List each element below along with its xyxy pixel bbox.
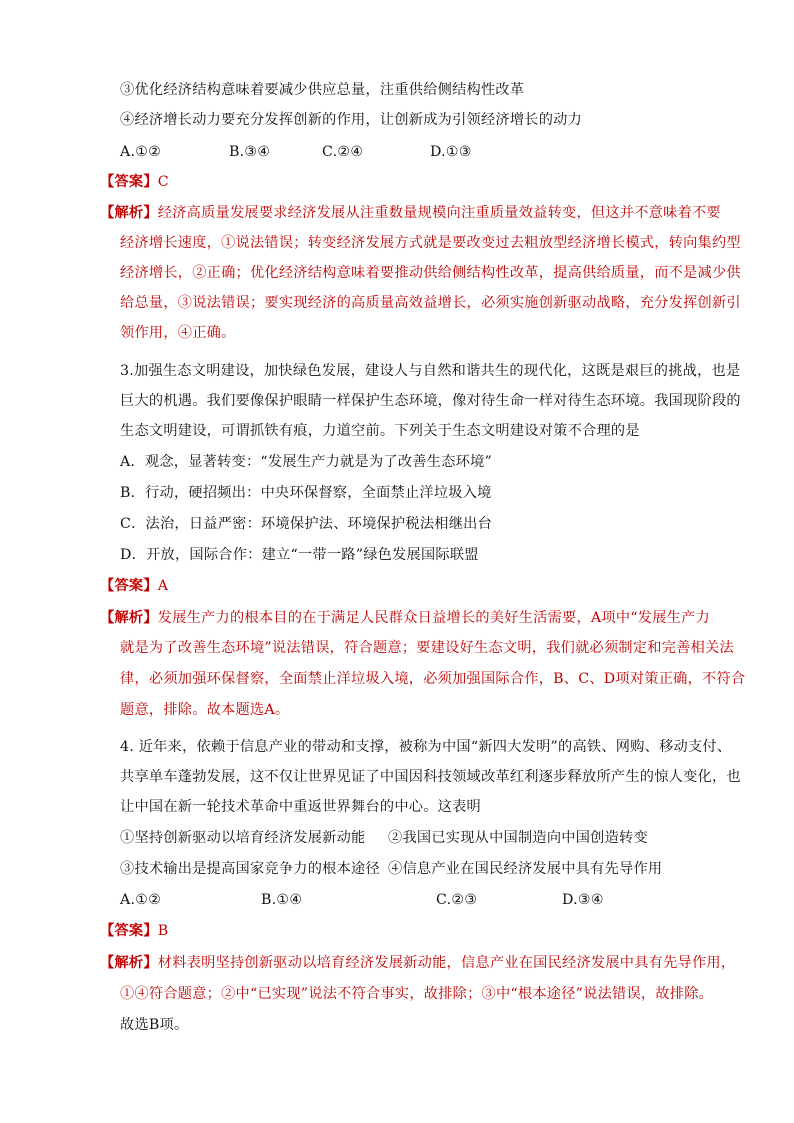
q4-answer	[100, 921, 168, 941]
q3-option-b: B．行动，硬招频出：中央环保督察，全面禁止洋垃圾入境	[120, 485, 492, 501]
q4-statement-2: ②我国已实现从中国制造向中国创造转变	[388, 830, 648, 846]
q4-option-c: C.②③	[436, 892, 478, 908]
q2-analysis-line	[100, 203, 721, 223]
q4-option-a: A.①②	[120, 892, 162, 908]
analysis-text: 发展生产力的根本目的在于满足人民群众日益增长的美好生活需要，A项中“发展生产力	[157, 610, 710, 626]
analysis-text: 材料表明坚持创新驱动以培育经济发展新动能，信息产业在国民经济发展中具有先导作用，	[157, 955, 736, 971]
answer-value: B	[157, 923, 169, 939]
q4-option-b: B.①④	[261, 892, 303, 908]
q4-option-d: D.③④	[562, 892, 604, 908]
q4-stem-line: 让中国在新一轮技术革命中重返世界舞台的中心。这表明	[120, 799, 481, 815]
q4-analysis-line: 故选B项。	[120, 1017, 189, 1033]
q4-analysis-line: ①④符合题意；②中“已实现”说法不符合事实，故排除；③中“根本途径”说法错误，故排除。	[120, 986, 714, 1002]
q2-statement-3: ③优化经济结构意味着要减少供应总量，注重供给侧结构性改革	[120, 82, 525, 98]
analysis-label: 【解析】	[100, 955, 158, 971]
q2-statement-4: ④经济增长动力要充分发挥创新的作用，让创新成为引领经济增长的动力	[120, 112, 583, 128]
q3-answer	[100, 576, 168, 596]
answer-label: 【答案】	[100, 174, 158, 190]
q2-analysis-line: 领作用，④正确。	[120, 325, 236, 341]
q2-analysis-line: 给总量，③说法错误；要实现经济的高质量高效益增长，必须实施创新驱动战略，充分发挥创新引	[120, 295, 741, 311]
analysis-label: 【解析】	[100, 205, 158, 221]
q3-analysis-line	[100, 608, 710, 628]
q4-analysis-line	[100, 953, 735, 973]
q4-statement-4: ④信息产业在国民经济发展中具有先导作用	[388, 861, 663, 877]
q2-answer	[100, 172, 169, 192]
q2-option-c: C.②④	[322, 144, 364, 160]
q3-analysis-line: 律，必须加强环保督察，全面禁止洋垃圾入境，必须加强国际合作，B、C、D项对策正确，不符合	[120, 671, 746, 687]
analysis-label: 【解析】	[100, 610, 158, 626]
answer-value: C	[157, 174, 169, 190]
q4-stem-line: 共享单车蓬勃发展，这不仅让世界见证了中国因科技领域改革红利逐步释放所产生的惊人变化，也	[120, 769, 741, 785]
q3-analysis-line: 就是为了改善生态环境”说法错误，符合题意；要建设好生态文明，我们就必须制定和完善相关法	[120, 640, 734, 656]
q3-analysis-line: 题意，排除。故本题选A。	[120, 702, 290, 718]
q4-statement-3: ③技术输出是提高国家竞争力的根本途径	[120, 861, 380, 877]
answer-label: 【答案】	[100, 923, 158, 939]
q3-option-a: A．观念，显著转变：“发展生产力就是为了改善生态环境”	[120, 454, 493, 470]
q3-stem-line: 巨大的机遇。我们要像保护眼睛一样保护生态环境，像对待生命一样对待生态环境。我国现阶段的	[120, 393, 741, 409]
analysis-text: 经济高质量发展要求经济发展从注重数量规模向注重质量效益转变，但这并不意味着不要	[157, 205, 721, 221]
q3-option-d: D．开放，国际合作：建立“一带一路”绿色发展国际联盟	[120, 547, 479, 563]
q3-option-c: C．法治，日益严密：环境保护法、环境保护税法相继出台	[120, 516, 493, 532]
q2-option-a: A.①②	[120, 144, 162, 160]
answer-value: A	[157, 578, 169, 594]
q3-stem-line: 3.加强生态文明建设，加快绿色发展，建设人与自然和谐共生的现代化，这既是艰巨的挑战，也是	[120, 363, 741, 379]
q2-analysis-line: 经济增长，②正确；优化经济结构意味着要推动供给侧结构性改革，提高供给质量，而不是减少供	[120, 265, 741, 281]
q2-analysis-line: 经济增长速度，①说法错误；转变经济发展方式就是要改变过去粗放型经济增长模式，转向集约型	[120, 235, 741, 251]
q2-option-b: B.③④	[229, 144, 271, 160]
q2-option-d: D.①③	[430, 144, 472, 160]
q4-stem-line: 4. 近年来，依赖于信息产业的带动和支撑，被称为中国“新四大发明”的高铁、网购、移动支付、	[120, 739, 732, 755]
answer-label: 【答案】	[100, 578, 158, 594]
q3-stem-line: 生态文明建设，可谓抓铁有痕，力道空前。下列关于生态文明建设对策不合理的是	[120, 423, 640, 439]
q4-statement-1: ①坚持创新驱动以培育经济发展新动能	[120, 830, 366, 846]
